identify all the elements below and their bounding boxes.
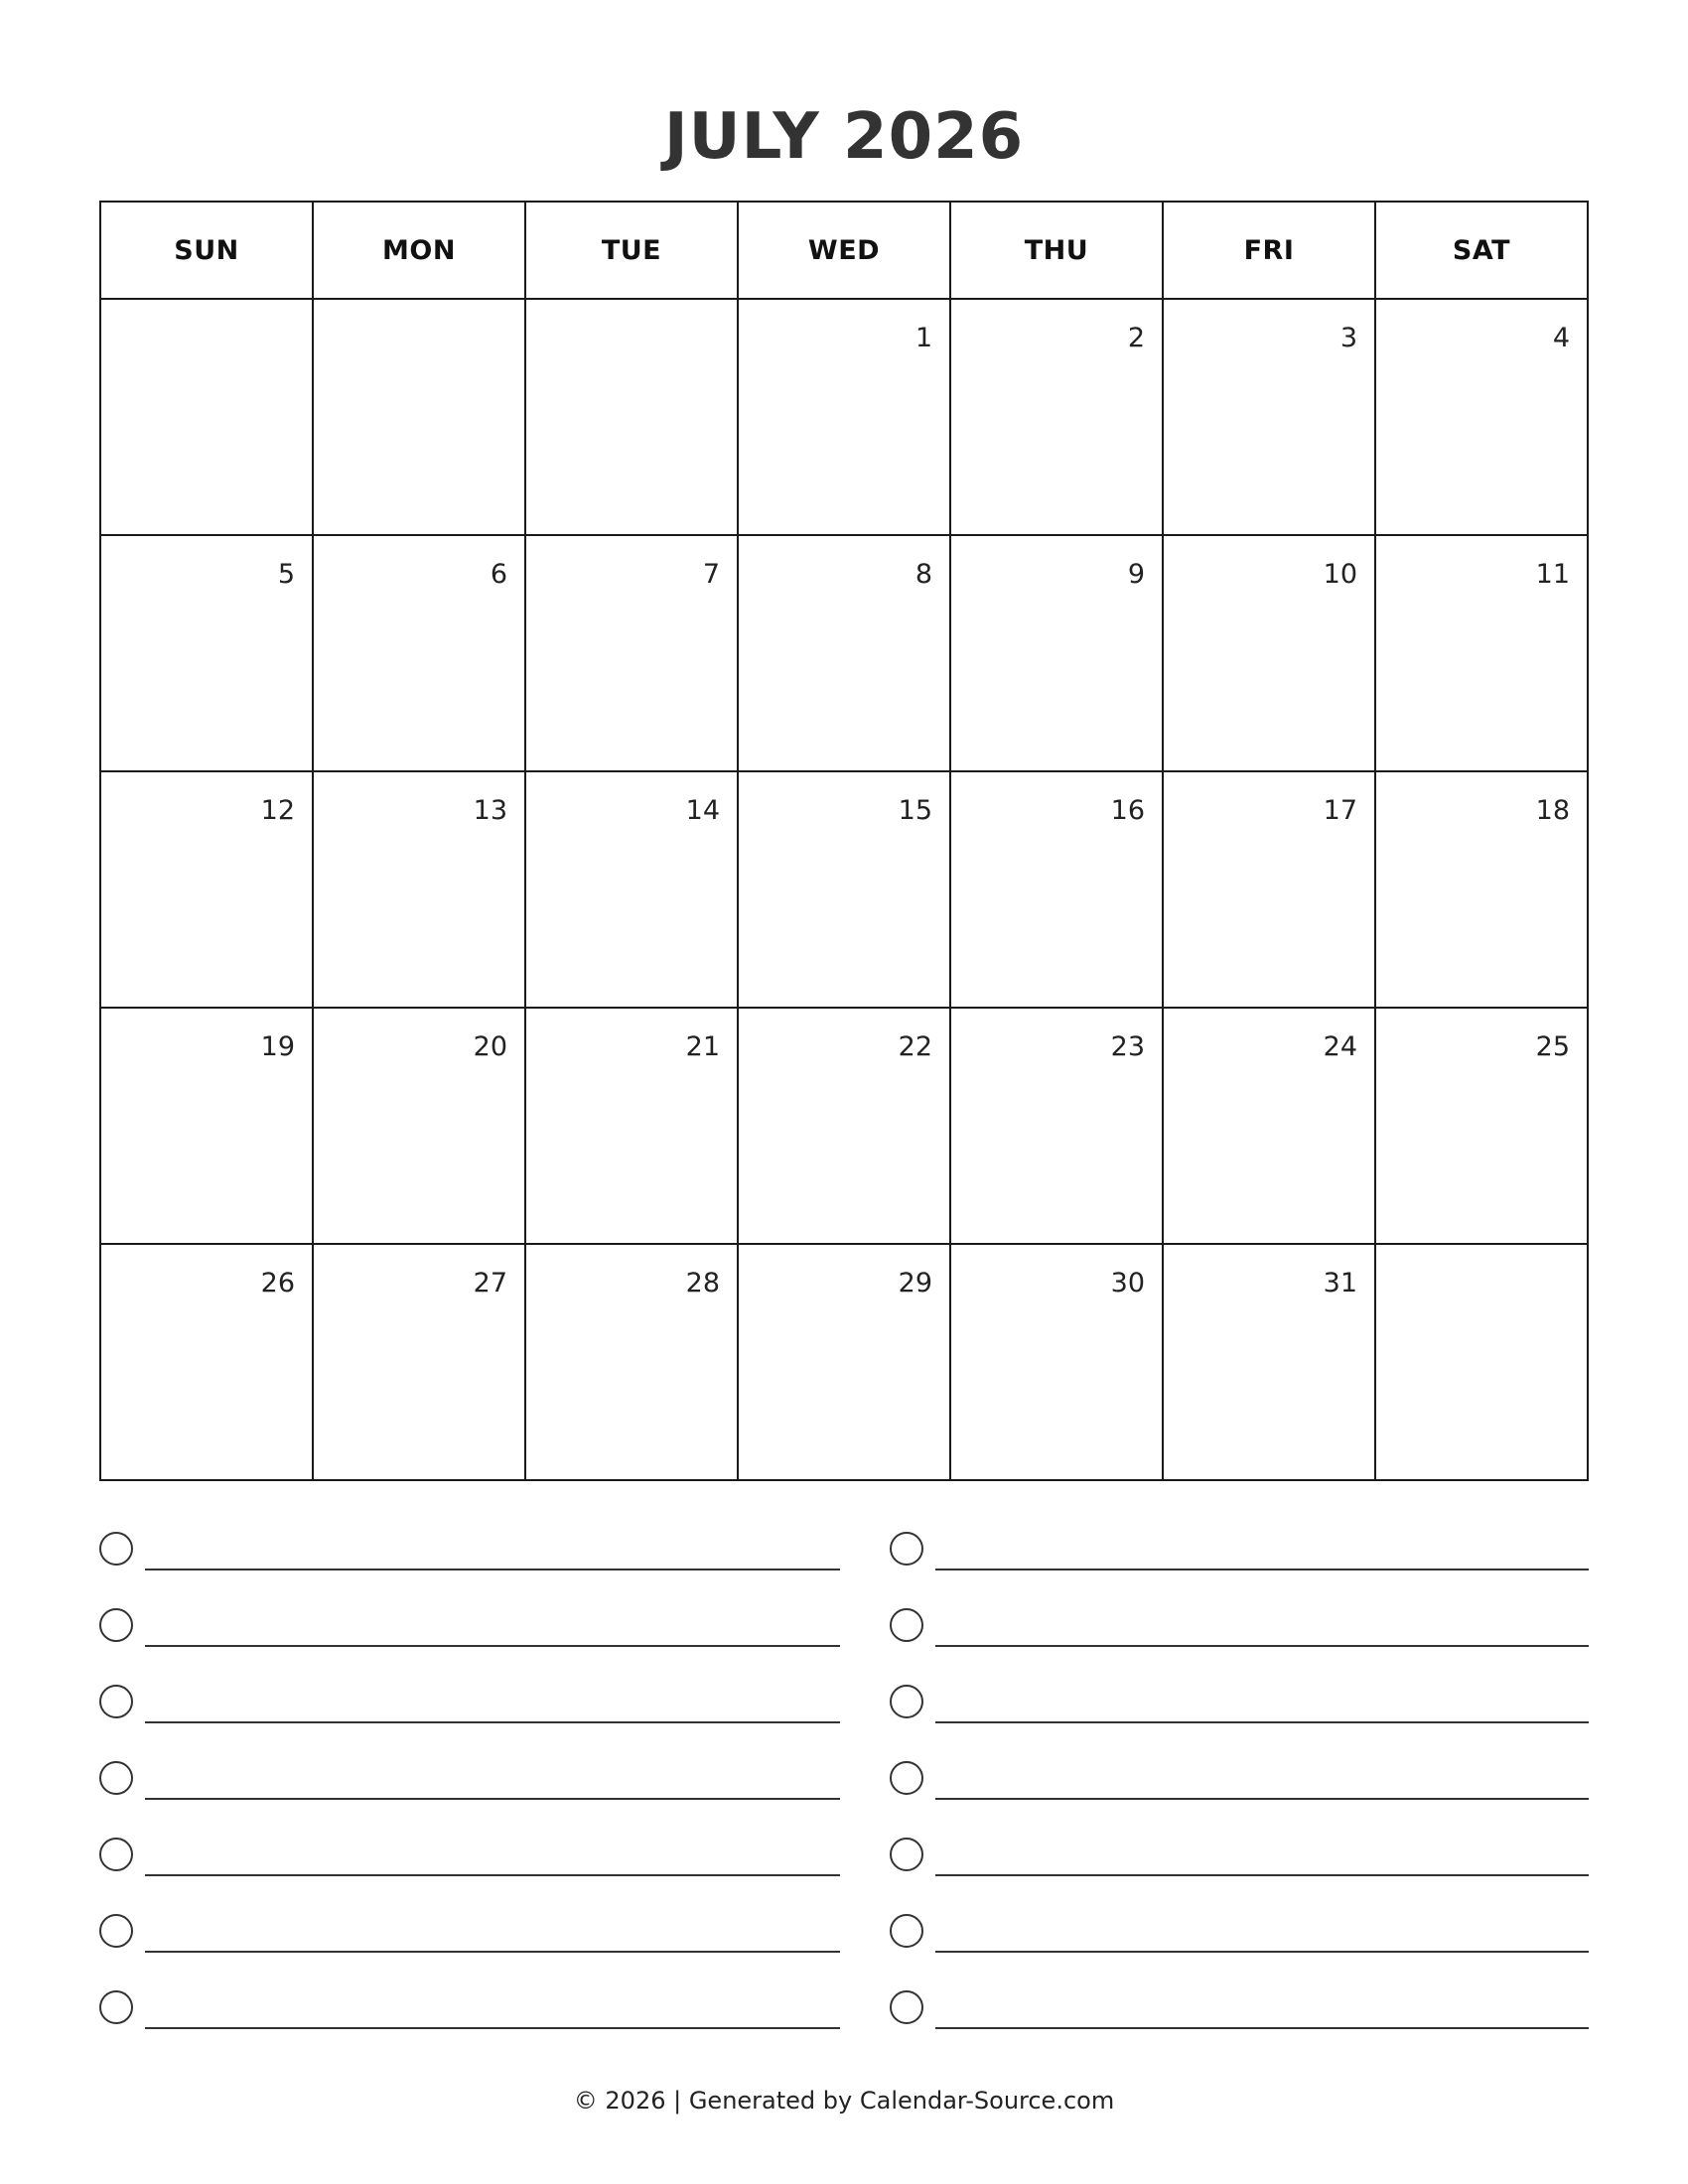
day-cell[interactable]	[1163, 771, 1375, 1008]
day-number: 20	[473, 1031, 507, 1062]
day-number: 1	[914, 323, 932, 353]
footer-credit: © 2026 | Generated by Calendar-Source.com	[573, 2087, 1115, 2115]
day-cell[interactable]	[1163, 1008, 1375, 1244]
note-row	[890, 1758, 1589, 1835]
weekday-sun: SUN	[100, 202, 313, 299]
day-number	[1376, 1245, 1587, 1267]
day-cell[interactable]	[525, 299, 738, 535]
note-line[interactable]	[145, 1951, 840, 1953]
note-line[interactable]	[145, 1569, 840, 1570]
circle-checkbox-icon[interactable]	[890, 1532, 923, 1566]
day-cell[interactable]	[950, 771, 1163, 1008]
note-row	[99, 1911, 840, 1987]
circle-checkbox-icon[interactable]	[99, 1608, 133, 1642]
day-number: 5	[277, 559, 295, 590]
day-number	[101, 300, 312, 322]
note-line[interactable]	[935, 1951, 1589, 1953]
day-cell[interactable]	[950, 535, 1163, 771]
circle-checkbox-icon[interactable]	[99, 1914, 133, 1948]
day-cell[interactable]	[100, 535, 313, 771]
day-cell[interactable]	[1375, 1008, 1588, 1244]
day-cell[interactable]	[738, 535, 950, 771]
circle-checkbox-icon[interactable]	[99, 1761, 133, 1795]
day-cell[interactable]	[738, 1008, 950, 1244]
day-number: 12	[260, 795, 295, 826]
day-cell[interactable]	[738, 299, 950, 535]
day-number: 18	[1535, 795, 1570, 826]
day-cell[interactable]	[738, 1244, 950, 1480]
day-cell[interactable]	[1163, 1244, 1375, 1480]
note-row	[890, 1835, 1589, 1911]
calendar-grid	[99, 201, 1589, 1481]
day-cell[interactable]	[950, 1008, 1163, 1244]
day-number: 9	[1127, 559, 1145, 590]
note-row	[99, 1758, 840, 1835]
day-number: 4	[1552, 323, 1570, 353]
weekday-wed: WED	[738, 202, 950, 299]
day-cell[interactable]	[1163, 299, 1375, 535]
note-line[interactable]	[145, 1874, 840, 1876]
week-row	[100, 299, 1588, 535]
day-number: 16	[1110, 795, 1145, 826]
day-number: 3	[1339, 323, 1357, 353]
circle-checkbox-icon[interactable]	[99, 1532, 133, 1566]
circle-checkbox-icon[interactable]	[99, 1990, 133, 2024]
note-line[interactable]	[145, 1721, 840, 1723]
day-cell[interactable]	[1375, 535, 1588, 771]
day-cell[interactable]	[525, 1008, 738, 1244]
note-row	[890, 1682, 1589, 1758]
note-line[interactable]	[935, 1721, 1589, 1723]
day-cell[interactable]	[100, 771, 313, 1008]
day-number: 8	[914, 559, 932, 590]
circle-checkbox-icon[interactable]	[890, 1914, 923, 1948]
note-row	[99, 1682, 840, 1758]
notes-column-left	[99, 1529, 840, 2064]
day-number: 6	[490, 559, 507, 590]
week-row	[100, 535, 1588, 771]
day-cell[interactable]	[738, 771, 950, 1008]
weekday-mon: MON	[313, 202, 525, 299]
circle-checkbox-icon[interactable]	[890, 1761, 923, 1795]
day-cell[interactable]	[313, 1244, 525, 1480]
week-row	[100, 1008, 1588, 1244]
circle-checkbox-icon[interactable]	[890, 1685, 923, 1718]
circle-checkbox-icon[interactable]	[890, 1838, 923, 1871]
week-row	[100, 1244, 1588, 1480]
day-number: 25	[1535, 1031, 1570, 1062]
weekday-sat: SAT	[1375, 202, 1588, 299]
weekday-thu: THU	[950, 202, 1163, 299]
weekday-header-row	[100, 202, 1588, 299]
day-number: 23	[1110, 1031, 1145, 1062]
day-number: 29	[898, 1268, 932, 1298]
circle-checkbox-icon[interactable]	[890, 1990, 923, 2024]
day-number: 17	[1323, 795, 1357, 826]
note-line[interactable]	[145, 1798, 840, 1800]
day-number: 14	[685, 795, 720, 826]
day-cell[interactable]	[313, 535, 525, 771]
day-cell[interactable]	[100, 1008, 313, 1244]
day-cell[interactable]	[313, 1008, 525, 1244]
note-line[interactable]	[935, 2027, 1589, 2029]
notes-column-right	[890, 1529, 1589, 2064]
note-line[interactable]	[935, 1874, 1589, 1876]
note-row	[890, 1987, 1589, 2064]
weekday-tue: TUE	[525, 202, 738, 299]
day-number: 30	[1110, 1268, 1145, 1298]
day-number	[314, 300, 524, 322]
day-number: 21	[685, 1031, 720, 1062]
day-number: 22	[898, 1031, 932, 1062]
day-cell[interactable]	[1375, 771, 1588, 1008]
calendar-body	[100, 299, 1588, 1480]
day-cell[interactable]	[1375, 299, 1588, 535]
day-cell[interactable]	[1375, 1244, 1588, 1480]
note-line[interactable]	[935, 1798, 1589, 1800]
note-row	[99, 1835, 840, 1911]
day-cell[interactable]	[313, 299, 525, 535]
day-number: 31	[1323, 1268, 1357, 1298]
note-row	[890, 1911, 1589, 1987]
day-number	[526, 300, 737, 322]
day-number: 7	[702, 559, 720, 590]
day-number: 2	[1127, 323, 1145, 353]
page-title: JULY 2026	[663, 100, 1025, 174]
week-row	[100, 771, 1588, 1008]
circle-checkbox-icon[interactable]	[99, 1685, 133, 1718]
day-cell[interactable]	[313, 771, 525, 1008]
note-row	[99, 1605, 840, 1682]
note-line[interactable]	[935, 1645, 1589, 1647]
note-row	[890, 1529, 1589, 1605]
day-number: 24	[1323, 1031, 1357, 1062]
day-number: 19	[260, 1031, 295, 1062]
note-row	[99, 1529, 840, 1605]
day-number: 10	[1323, 559, 1357, 590]
weekday-fri: FRI	[1163, 202, 1375, 299]
day-number: 13	[473, 795, 507, 826]
note-line[interactable]	[935, 1569, 1589, 1570]
day-cell[interactable]	[525, 771, 738, 1008]
day-number: 11	[1535, 559, 1570, 590]
day-number: 28	[685, 1268, 720, 1298]
day-number: 26	[260, 1268, 295, 1298]
note-row	[99, 1987, 840, 2064]
day-cell[interactable]	[950, 299, 1163, 535]
day-cell[interactable]	[100, 1244, 313, 1480]
circle-checkbox-icon[interactable]	[99, 1838, 133, 1871]
circle-checkbox-icon[interactable]	[890, 1608, 923, 1642]
note-line[interactable]	[145, 1645, 840, 1647]
day-cell[interactable]	[525, 1244, 738, 1480]
day-number: 27	[473, 1268, 507, 1298]
day-cell[interactable]	[950, 1244, 1163, 1480]
day-number: 15	[898, 795, 932, 826]
day-cell[interactable]	[1163, 535, 1375, 771]
day-cell[interactable]	[100, 299, 313, 535]
day-cell[interactable]	[525, 535, 738, 771]
note-row	[890, 1605, 1589, 1682]
note-line[interactable]	[145, 2027, 840, 2029]
